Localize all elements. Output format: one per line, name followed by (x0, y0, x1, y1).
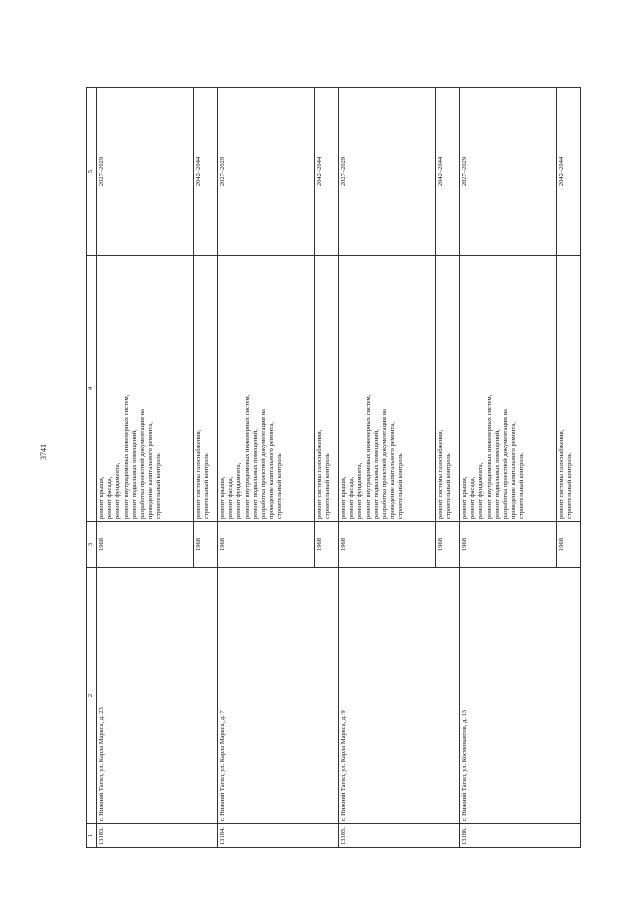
commissioning-year: 1968 (194, 522, 218, 568)
repair-works-list (315, 256, 339, 522)
repair-works-list (557, 256, 581, 522)
repair-work-item: разработка проектной документации на (260, 409, 268, 519)
column-number-header: 1 (87, 824, 97, 848)
rotated-table-wrapper (86, 88, 602, 848)
repair-work-item: проведение капитального ремонта, (389, 422, 397, 519)
table-row (218, 88, 315, 848)
repair-work-item: ремонт крыши, (461, 476, 468, 519)
repair-work-item: ремонт крыши, (219, 476, 226, 519)
repair-work-item: разработка проектной документации на (502, 409, 510, 519)
repair-work-item: строительный контроль (397, 453, 405, 519)
commissioning-year: 1968 (436, 522, 460, 568)
repair-work-item: ремонт крыши, (98, 476, 105, 519)
repair-work-item: ремонт подвальных помещений, (130, 429, 138, 519)
column-number-header: 2 (87, 568, 97, 824)
repair-work-item: ремонт системы газоснабжения, (316, 429, 323, 519)
repair-work-item: ремонт крыши, (340, 476, 347, 519)
repair-work-item: проведение капитального ремонта, (510, 422, 518, 519)
repair-work-item: ремонт подвальных помещений, (372, 429, 380, 519)
repair-works-list (436, 256, 460, 522)
repair-work-item: ремонт фундамента, (114, 462, 122, 519)
entry-address: г. Нижний Тагил, ул. Космонавтов, д. 13 (460, 568, 581, 824)
repair-work-item: ремонт фундамента, (356, 462, 364, 519)
entry-address: г. Нижний Тагил, ул. Карла Маркса, д. 9 (339, 568, 460, 824)
repair-work-item: ремонт фасада, (227, 476, 235, 519)
repair-work-item: ремонт фасада, (469, 476, 477, 519)
repair-period: 2027–2029 (218, 88, 315, 256)
repair-work-item: строительный контроль (324, 453, 332, 519)
repair-work-item: разработка проектной документации на (381, 409, 389, 519)
repair-work-item: ремонт фасада, (348, 476, 356, 519)
commissioning-year: 1968 (460, 522, 557, 568)
entry-number: 13184. (218, 824, 339, 848)
repair-works-list (218, 256, 315, 522)
column-number-header: 3 (87, 522, 97, 568)
repair-work-item: ремонт внутридомовых инженерных систем, (364, 394, 372, 519)
repair-period: 2027–2029 (460, 88, 557, 256)
repair-period: 2042–2044 (194, 88, 218, 256)
repair-period: 2042–2044 (557, 88, 581, 256)
repair-work-item: ремонт внутридомовых инженерных систем, (122, 394, 130, 519)
repair-schedule-table (86, 87, 581, 848)
commissioning-year: 1968 (315, 522, 339, 568)
entry-number: 13186. (460, 824, 581, 848)
repair-work-item: строительный контроль (203, 453, 211, 519)
repair-period: 2027–2029 (97, 88, 194, 256)
repair-work-item: ремонт системы газоснабжения, (195, 429, 202, 519)
repair-work-item: строительный контроль (518, 453, 526, 519)
repair-work-item: разработка проектной документации на (139, 409, 147, 519)
repair-period: 2042–2044 (315, 88, 339, 256)
repair-work-item: строительный контроль (445, 453, 453, 519)
table-row (97, 88, 194, 848)
repair-work-item: строительный контроль (155, 453, 163, 519)
repair-work-item: ремонт системы газоснабжения, (437, 429, 444, 519)
repair-work-item: строительный контроль (566, 453, 574, 519)
commissioning-year: 1968 (557, 522, 581, 568)
repair-work-item: ремонт фундамента, (477, 462, 485, 519)
repair-work-item: строительный контроль (276, 453, 284, 519)
commissioning-year: 1968 (339, 522, 436, 568)
entry-number: 13183. (97, 824, 218, 848)
repair-works-list (339, 256, 436, 522)
table-row (460, 88, 557, 848)
repair-work-item: ремонт фасада, (106, 476, 114, 519)
repair-work-item: ремонт внутридомовых инженерных систем, (243, 394, 251, 519)
repair-work-item: ремонт внутридомовых инженерных систем, (485, 394, 493, 519)
entry-address: г. Нижний Тагил, ул. Карла Маркса, д. 7 (218, 568, 339, 824)
repair-period: 2042–2044 (436, 88, 460, 256)
repair-work-item: ремонт подвальных помещений, (251, 429, 259, 519)
repair-work-item: ремонт фундамента, (235, 462, 243, 519)
table-body (97, 88, 581, 848)
repair-works-list (460, 256, 557, 522)
repair-period: 2027–2029 (339, 88, 436, 256)
entry-address: г. Нижний Тагил, ул. Карла Маркса, д. 23 (97, 568, 218, 824)
repair-work-item: проведение капитального ремонта, (147, 422, 155, 519)
commissioning-year: 1968 (97, 522, 194, 568)
repair-works-list (194, 256, 218, 522)
page-number: 3741 (39, 444, 48, 460)
column-number-header: 5 (87, 88, 97, 256)
repair-work-item: проведение капитального ремонта, (268, 422, 276, 519)
table-row (339, 88, 436, 848)
repair-work-item: ремонт системы газоснабжения, (558, 429, 565, 519)
column-number-row (87, 88, 97, 848)
entry-number: 13185. (339, 824, 460, 848)
commissioning-year: 1968 (218, 522, 315, 568)
repair-work-item: ремонт подвальных помещений, (493, 429, 501, 519)
column-number-header: 4 (87, 256, 97, 522)
repair-works-list (97, 256, 194, 522)
